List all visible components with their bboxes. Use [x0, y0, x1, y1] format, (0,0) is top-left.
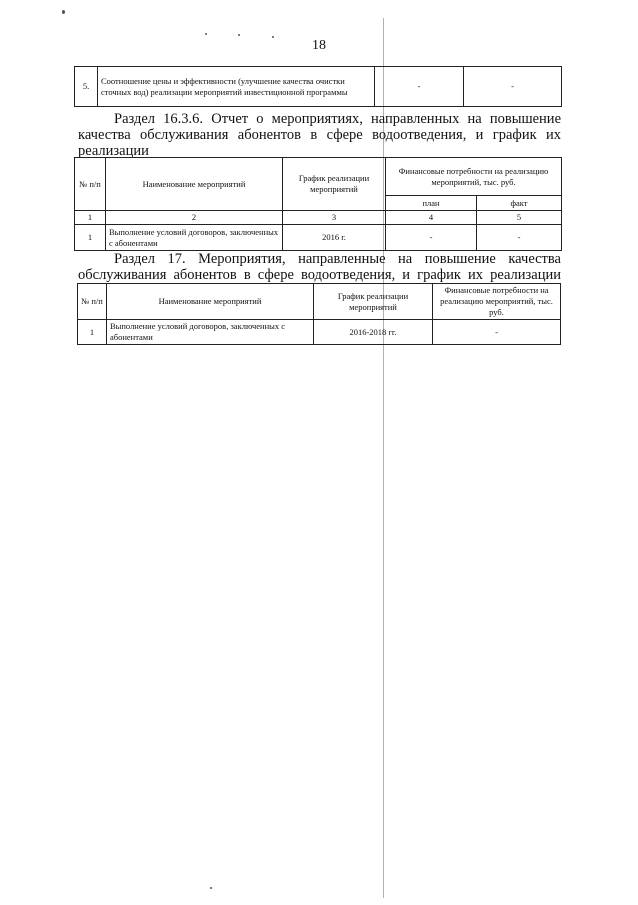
heading-line: обслуживания абонентов в сфере водоотведения, и график их реализации: [78, 267, 561, 283]
plan-cell: -: [375, 67, 464, 107]
scan-speck: [272, 36, 274, 38]
heading-line: Раздел 16.3.6. Отчет о мероприятиях, направленных на повышение: [114, 111, 561, 127]
scan-speck: [205, 33, 207, 35]
table-row: [75, 225, 562, 251]
row-name: Выполнение условий договоров, заключенных с абонентами: [106, 225, 283, 251]
index-cell: 3: [283, 211, 386, 225]
index-cell: 5: [477, 211, 562, 225]
col-number-header: № п/п: [78, 284, 107, 320]
col-name-header: Наименование мероприятий: [106, 158, 283, 211]
row-schedule: 2016-2018 гг.: [314, 320, 433, 345]
col-name-header: Наименование мероприятий: [107, 284, 314, 320]
row-schedule: 2016 г.: [283, 225, 386, 251]
index-cell: 1: [75, 211, 106, 225]
report-table: [74, 157, 562, 251]
table-row: [78, 320, 561, 345]
scan-speck: [238, 34, 240, 36]
col-plan-header: план: [386, 196, 477, 211]
col-number-header: № п/п: [75, 158, 106, 211]
index-cell: 4: [386, 211, 477, 225]
scan-speck: [62, 10, 65, 14]
col-schedule-header: График реализации мероприятий: [283, 158, 386, 211]
fact-cell: -: [464, 67, 562, 107]
top-table: [74, 66, 562, 107]
section-16-heading: [78, 111, 561, 159]
row-name: Выполнение условий договоров, заключенных с абонентами: [107, 320, 314, 345]
heading-line: реализации: [78, 143, 149, 159]
plan-table: [77, 283, 561, 345]
row-number: 5.: [75, 67, 98, 107]
scan-speck: [210, 887, 212, 889]
col-finance-header: Финансовые потребности на реализацию мероприятий, тыс. руб.: [433, 284, 561, 320]
heading-line: Раздел 17. Мероприятия, направленные на повышение качества: [114, 251, 561, 267]
row-fact: -: [477, 225, 562, 251]
row-plan: -: [386, 225, 477, 251]
row-finance: -: [433, 320, 561, 345]
row-number: 1: [78, 320, 107, 345]
index-cell: 2: [106, 211, 283, 225]
col-schedule-header: График реализации мероприятий: [314, 284, 433, 320]
row-text: Соотношение цены и эффективности (улучшение качества очистки сточных вод) реализации мероприятий инвестиционной программы: [98, 67, 375, 107]
section-17-heading: [78, 251, 561, 283]
heading-line: качества обслуживания абонентов в сфере водоотведения, и график их: [78, 127, 561, 143]
page-number: 18: [312, 38, 326, 53]
row-number: 1: [75, 225, 106, 251]
col-finance-header: Финансовые потребности на реализацию мероприятий, тыс. руб.: [386, 158, 562, 196]
col-fact-header: факт: [477, 196, 562, 211]
